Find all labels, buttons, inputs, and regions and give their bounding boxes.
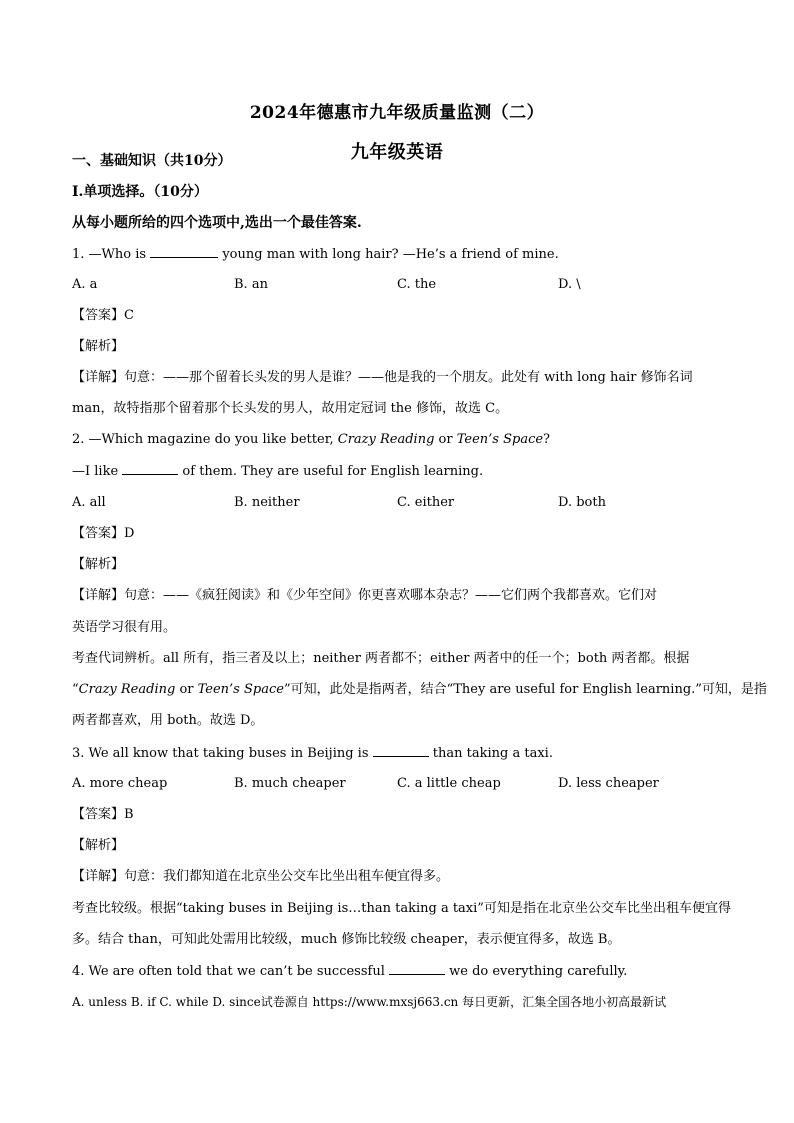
question-2-stem-line2 [72, 463, 722, 480]
option-a: A. all [72, 495, 106, 510]
stem-part: —I like [72, 464, 123, 479]
option-b: B. neither [234, 495, 300, 510]
subsection-heading: Ⅰ.单项选择。（10分） [72, 184, 208, 200]
stem-part: we do everything carefully. [445, 964, 628, 979]
document-subtitle: 九年级英语 [350, 142, 444, 163]
option-d: D. \ [558, 277, 581, 292]
question-1-detail-line [72, 370, 722, 386]
question-4-stem [72, 963, 722, 980]
question-2-detail-line [72, 588, 722, 604]
stem-part: 3. We all know that taking buses in Beijing is [72, 746, 373, 761]
magazine-title: Teen’s Space [456, 432, 544, 447]
question-3-stem [72, 745, 722, 762]
question-3-detail-line [72, 869, 722, 885]
detail-text: 句意：——《疯狂阅读》和《少年空间》你更喜欢哪本杂志？——它们两个我都喜欢。它们对 [124, 588, 658, 603]
option-c: C. a little cheap [397, 776, 501, 791]
option-a: A. a [72, 277, 98, 292]
question-1-options [72, 277, 722, 293]
detail-text: 句意：——那个留着长头发的男人是谁？——他是我的一个朋友。此处有 with long hair 修饰名词 [124, 370, 693, 385]
source-footer: 试卷源自 https://www.mxsj663.cn 每日更新，汇集全国各地小初高最新试 [260, 995, 667, 1009]
magazine-title: Crazy Reading [78, 682, 176, 697]
question-2-options [72, 495, 722, 511]
question-2-stem [72, 432, 722, 448]
options-text: A. unless B. if C. while D. since [72, 995, 261, 1009]
question-2-detail-line: 英语学习很有用。 [72, 620, 177, 635]
stem-part: ? [543, 432, 551, 447]
magazine-title: Crazy Reading [337, 432, 435, 447]
question-3-detail-line: 考查比较级。根据“taking buses in Beijing is…than taking a taxi”可知是指在北京坐公交车比坐出租车便宜得 [72, 901, 731, 916]
question-2-answer [72, 526, 722, 542]
answer-label: 【答案】 [72, 526, 125, 541]
question-3-options [72, 776, 722, 792]
stem-part: 2. —Which magazine do you like better, [72, 432, 338, 447]
answer-value: D [124, 526, 135, 541]
stem-part: of them. They are useful for English learning. [178, 464, 484, 479]
detail-label: 【详解】 [72, 588, 125, 603]
answer-value: B [124, 807, 134, 822]
answer-label: 【答案】 [72, 807, 125, 822]
stem-part: than taking a taxi. [428, 746, 553, 761]
answer-blank [373, 745, 429, 757]
question-2-detail-line [72, 682, 767, 698]
section-heading: 一、基础知识（共10分） [72, 153, 232, 169]
option-a: A. more cheap [72, 776, 168, 791]
answer-blank [150, 246, 218, 258]
question-2-detail-line: 考查代词辨析。all 所有，指三者及以上；neither 两者都不；either 两者中的任一个；both 两者都。根据 [72, 651, 690, 666]
question-3-answer [72, 807, 722, 823]
question-4-options-line [72, 994, 722, 1010]
stem-part: 1. —Who is [72, 247, 151, 262]
detail-label: 【详解】 [72, 869, 125, 884]
magazine-title: Teen’s Space [197, 682, 284, 697]
option-b: B. much cheaper [234, 776, 346, 791]
stem-part: or [434, 432, 457, 447]
question-2-analysis-label: 【解析】 [72, 557, 125, 572]
answer-label: 【答案】 [72, 308, 125, 323]
answer-value: C [124, 308, 134, 323]
option-c: C. the [397, 277, 437, 292]
question-1-analysis-label: 【解析】 [72, 339, 125, 354]
option-d: D. less cheaper [558, 776, 659, 791]
detail-text: “ [72, 682, 79, 697]
question-1-stem [72, 246, 722, 263]
answer-blank [122, 463, 178, 475]
detail-label: 【详解】 [72, 370, 125, 385]
detail-text: 句意：我们都知道在北京坐公交车比坐出租车便宜得多。 [124, 869, 450, 884]
question-2-detail-line: 两者都喜欢，用 both。故选 D。 [72, 713, 264, 728]
detail-text: ”可知，此处是指两者，结合“They are useful for English learning.”可知，是指 [283, 682, 767, 697]
question-1-answer [72, 308, 722, 324]
document-title: 2024年德惠市九年级质量监测（二） [249, 103, 545, 123]
instruction-text: 从每小题所给的四个选项中,选出一个最佳答案. [72, 215, 362, 231]
question-1-detail-line: man，故特指那个留着那个长头发的男人，故用定冠词 the 修饰，故选 C。 [72, 401, 509, 416]
option-b: B. an [234, 277, 268, 292]
stem-part: 4. We are often told that we can’t be successful [72, 964, 389, 979]
stem-part: young man with long hair? —He’s a friend of mine. [218, 247, 559, 262]
option-c: C. either [397, 495, 455, 510]
detail-text: or [175, 682, 198, 697]
option-d: D. both [558, 495, 606, 510]
answer-blank [389, 963, 445, 975]
question-3-detail-line: 多。结合 than，可知此处需用比较级，much 修饰比较级 cheaper，表示便宜得多，故选 B。 [72, 932, 621, 947]
question-3-analysis-label: 【解析】 [72, 838, 125, 853]
